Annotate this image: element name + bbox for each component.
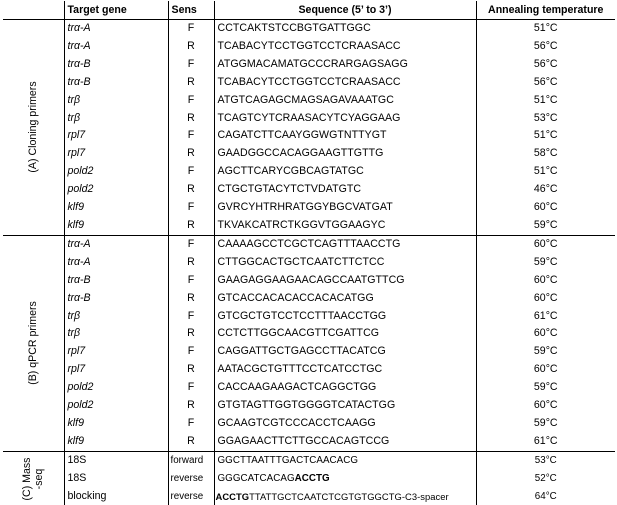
- sens-cell: R: [168, 325, 214, 343]
- temperature-cell: 60°C: [533, 291, 558, 304]
- target-gene-cell: klf9: [64, 433, 168, 451]
- table-row: [3, 127, 615, 145]
- temperature-cell: 51°C: [533, 93, 558, 106]
- sens-cell: F: [168, 379, 214, 397]
- sequence-cell: CCTCAKTSTCCBGTGATTGGC: [214, 20, 476, 38]
- temperature-cell: 56°C: [533, 75, 558, 88]
- sens-cell: R: [168, 38, 214, 56]
- table-row: [3, 272, 615, 290]
- sens-cell: R: [168, 217, 214, 235]
- sequence-cell: GGCTTAATTTGACTCAACACG: [214, 451, 476, 469]
- sens-cell: F: [168, 272, 214, 290]
- target-gene-cell: klf9: [64, 199, 168, 217]
- sens-cell: R: [168, 74, 214, 92]
- sequence-cell: TCABACYTCCTGGTCCTCRAASACC: [214, 38, 476, 56]
- temperature-cell: 60°C: [533, 273, 558, 286]
- sens-cell: F: [168, 235, 214, 253]
- temperature-cell: 60°C: [533, 399, 558, 412]
- sens-cell: F: [168, 343, 214, 361]
- sequence-cell: GAAGAGGAAGAACAGCCAATGTTCG: [214, 272, 476, 290]
- sequence-cell: TCABACYTCCTGGTCCTCRAASACC: [214, 74, 476, 92]
- temperature-cell: 60°C: [533, 327, 558, 340]
- temperature-cell: 60°C: [533, 363, 558, 376]
- temperature-cell: 51°C: [533, 129, 558, 142]
- temperature-cell: 59°C: [533, 381, 558, 394]
- primer-table: [3, 1, 615, 505]
- temperature-cell: 52°C: [534, 472, 557, 484]
- target-gene-cell: trα-A: [64, 38, 168, 56]
- sens-cell: R: [168, 181, 214, 199]
- temperature-cell: 53°C: [534, 454, 557, 466]
- sequence-plain-part: TTATTGCTCAATCTCGTGTGGCTG-C3-spacer: [249, 490, 449, 502]
- target-gene-cell: trα-A: [64, 20, 168, 38]
- table-row: [3, 343, 615, 361]
- sens-cell: F: [168, 20, 214, 38]
- sequence-cell: TCAGTCYTCRAASACYTCYAGGAAG: [214, 110, 476, 128]
- sequence-cell: GTCACCACACACCACACATGG: [214, 290, 476, 308]
- sequence-cell: CAGATCTTCAAYGGWGTNTTYGT: [214, 127, 476, 145]
- table-row: [3, 74, 615, 92]
- target-gene-cell: pold2: [64, 397, 168, 415]
- header-sequence: Sequence (5’ to 3’): [214, 1, 476, 20]
- target-gene-cell: klf9: [64, 415, 168, 433]
- sens-cell: F: [168, 163, 214, 181]
- temperature-cell: 56°C: [533, 39, 558, 52]
- target-gene-cell: rpl7: [64, 145, 168, 163]
- section-label-mass-seq: (C) Mass -seq: [3, 451, 64, 505]
- sequence-cell: AGCTTCARYCGBCAGTATGC: [214, 163, 476, 181]
- table-row: [3, 181, 615, 199]
- temperature-cell: 60°C: [533, 201, 558, 214]
- target-gene-cell: 18S: [64, 470, 168, 488]
- target-gene-cell: pold2: [64, 379, 168, 397]
- table-row: [3, 38, 615, 56]
- table-row: [3, 254, 615, 272]
- temperature-cell: 61°C: [476, 433, 615, 451]
- sequence-cell: CAAAAGCCTCGCTCAGTTTAACCTG: [214, 235, 476, 253]
- target-gene-cell: trα-A: [64, 235, 168, 253]
- section-label-qpcr: (B) qPCR primers: [3, 235, 64, 451]
- table-row: [3, 56, 615, 74]
- temperature-cell: 56°C: [533, 57, 558, 70]
- table-row: [3, 308, 615, 326]
- temperature-cell: 59°C: [533, 345, 558, 358]
- target-gene-cell: rpl7: [64, 127, 168, 145]
- sequence-cell: CCTCTTGGCAACGTTCGATTCG: [214, 325, 476, 343]
- sens-cell: F: [168, 415, 214, 433]
- table-row: [3, 415, 615, 433]
- temperature-cell: 51°C: [533, 22, 558, 34]
- sens-cell: R: [168, 290, 214, 308]
- sens-cell: R: [168, 110, 214, 128]
- sequence-cell: AATACGCTGTTTCCTCATCCTGC: [214, 361, 476, 379]
- target-gene-cell: trα-B: [64, 74, 168, 92]
- sens-cell: F: [168, 56, 214, 74]
- temperature-cell: 59°C: [533, 416, 558, 429]
- temperature-cell: 46°C: [533, 183, 558, 196]
- temperature-cell: 61°C: [533, 309, 558, 322]
- table-row: [3, 290, 615, 308]
- header-section: [3, 1, 64, 20]
- target-gene-cell: pold2: [64, 181, 168, 199]
- sequence-cell: GTGTAGTTGGTGGGGTCATACTGG: [214, 397, 476, 415]
- sequence-cell: GTCGCTGTCCTCCTTTAACCTGG: [214, 308, 476, 326]
- sens-cell: R: [168, 433, 214, 451]
- sens-cell: forward: [168, 451, 214, 469]
- sequence-cell: TKVAKCATRCTKGGVTGGAAGYC: [214, 217, 476, 235]
- sequence-cell: CACCAAGAAGACTCAGGCTGG: [214, 379, 476, 397]
- table-row: [3, 397, 615, 415]
- temperature-cell: 58°C: [533, 147, 558, 160]
- table-row: [3, 235, 615, 253]
- sens-cell: F: [168, 308, 214, 326]
- table-row: [3, 199, 615, 217]
- temperature-cell: 59°C: [533, 255, 558, 268]
- sequence-bold-part: ACCTG: [215, 490, 250, 502]
- header-target-gene: Target gene: [64, 1, 168, 20]
- target-gene-cell: trα-B: [64, 56, 168, 74]
- temperature-cell: 60°C: [533, 237, 558, 250]
- target-gene-cell: rpl7: [64, 343, 168, 361]
- sens-cell: reverse: [168, 488, 214, 505]
- table-row: [3, 451, 615, 469]
- target-gene-cell: rpl7: [64, 361, 168, 379]
- temperature-cell: 64°C: [534, 490, 557, 502]
- target-gene-cell: trβ: [64, 325, 168, 343]
- sequence-plain-part: GGGCATCACAG: [217, 472, 295, 484]
- section-label-cloning: (A) Cloning primers: [3, 20, 64, 236]
- sequence-bold-part: ACCTG: [294, 472, 330, 484]
- sens-cell: reverse: [168, 470, 214, 488]
- table-row: [3, 20, 615, 38]
- table-row: [3, 92, 615, 110]
- table-row: [3, 217, 615, 235]
- sequence-cell: CTTGGCACTGCTCAATCTTCTCC: [214, 254, 476, 272]
- sens-cell: R: [168, 254, 214, 272]
- temperature-cell: 51°C: [533, 165, 558, 178]
- target-gene-cell: klf9: [64, 217, 168, 235]
- table-row: [3, 488, 615, 505]
- header-row: [3, 1, 615, 20]
- table-row: [3, 145, 615, 163]
- sequence-cell: ATGGMACAMATGCCCRARGAGSAGG: [214, 56, 476, 74]
- table-row: [3, 163, 615, 181]
- sequence-cell: [214, 488, 476, 505]
- sens-cell: F: [168, 92, 214, 110]
- target-gene-cell: trα-B: [64, 290, 168, 308]
- sequence-cell: CAGGATTGCTGAGCCTTACATCG: [214, 343, 476, 361]
- table-row: [3, 361, 615, 379]
- sens-cell: F: [168, 199, 214, 217]
- temperature-cell: 53°C: [533, 111, 558, 124]
- sequence-cell: GAADGGCCACAGGAAGTTGTTG: [214, 145, 476, 163]
- sequence-cell: GGAGAACTTCTTGCCACAGTCCG: [214, 433, 476, 451]
- sequence-cell: ATGTCAGAGCMAGSAGAVAAATGC: [214, 92, 476, 110]
- target-gene-cell: trβ: [64, 308, 168, 326]
- target-gene-cell: 18S: [64, 451, 168, 469]
- table-row: [3, 379, 615, 397]
- target-gene-cell: blocking: [64, 488, 168, 505]
- target-gene-cell: trβ: [64, 110, 168, 128]
- sequence-cell: GVRCYHTRHRATGGYBGCVATGAT: [214, 199, 476, 217]
- sens-cell: F: [168, 127, 214, 145]
- sens-cell: R: [168, 361, 214, 379]
- table-row: [3, 325, 615, 343]
- sens-cell: R: [168, 397, 214, 415]
- target-gene-cell: pold2: [64, 163, 168, 181]
- table-row: [3, 110, 615, 128]
- header-annealing-temperature: Annealing temperature: [476, 1, 615, 20]
- target-gene-cell: trα-B: [64, 272, 168, 290]
- sens-cell: R: [168, 145, 214, 163]
- target-gene-cell: trα-A: [64, 254, 168, 272]
- sequence-cell: GCAAGTCGTCCCACCTCAAGG: [214, 415, 476, 433]
- table-row: [3, 433, 615, 451]
- temperature-cell: 59°C: [476, 217, 615, 235]
- header-sens: Sens: [168, 1, 214, 20]
- target-gene-cell: trβ: [64, 92, 168, 110]
- sequence-cell: CTGCTGTACYTCTVDATGTC: [214, 181, 476, 199]
